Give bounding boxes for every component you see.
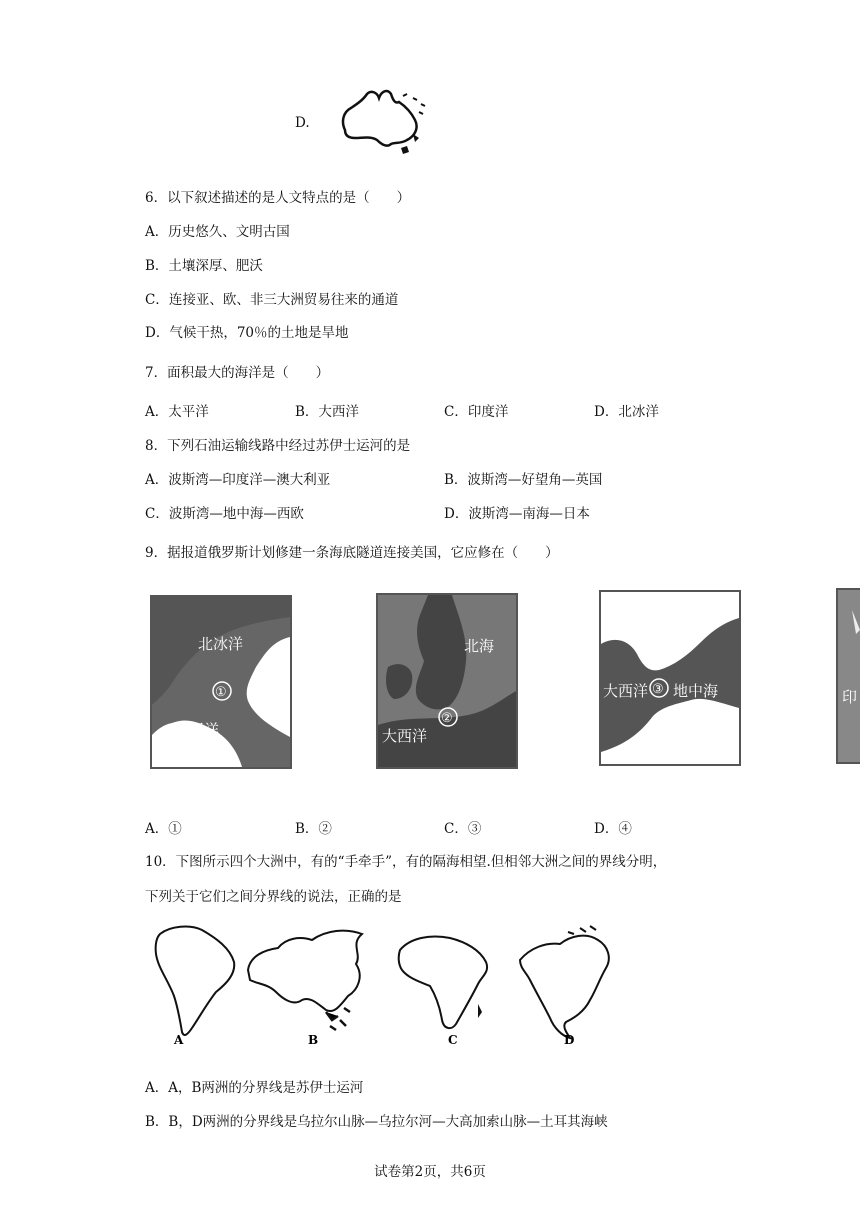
q8-option-a: A．波斯湾—印度洋—澳大利亚 [145,472,331,488]
q7-option-b: B．大西洋 [295,404,359,420]
q10-stem-line2: 下列关于它们之间分界线的说法，正确的是 [145,889,402,905]
q6-stem: 6．以下叙述描述的是人文特点的是（ ） [145,190,411,206]
q7-option-d: D．北冰洋 [594,404,659,420]
q8-option-b: B．波斯湾—好望角—英国 [444,472,603,488]
q7-option-a: A．太平洋 [145,404,209,420]
continent-label-b: B [308,1033,319,1047]
map-2-english-channel [376,593,518,769]
map-3-label-mediterranean: 地中海 [673,682,719,700]
map-1-label-pacific: 太平洋 [174,721,220,739]
map-2-label-north-sea: 北海 [464,637,495,655]
page-footer: 试卷第2页，共6页 [374,1164,486,1180]
q6-option-d: D．气候干热，70％的土地是旱地 [145,325,349,341]
map-3-gibraltar [599,590,741,766]
q6-option-c: C．连接亚、欧、非三大洲贸易往来的通道 [145,292,399,308]
map-3-label-number: ③ [652,682,664,697]
q8-option-d: D．波斯湾—南海—日本 [444,506,590,522]
north-america-outline [520,936,609,1038]
q10-stem-line1: 10．下图所示四个大洲中，有的“手牵手”，有的隔海相望.但相邻大洲之间的界线分明， [145,854,667,870]
continent-label-c: C [448,1033,458,1047]
q8-stem: 8．下列石油运输线路中经过苏伊士运河的是 [145,438,411,454]
africa-outline [399,937,487,1029]
continent-label-a: A [174,1033,184,1047]
south-america-outline [156,927,235,1035]
q8-option-c: C．波斯湾—地中海—西欧 [145,506,304,522]
q6-option-a: A．历史悠久、文明古国 [145,224,290,240]
q9-option-a: A．① [145,821,182,837]
continents-figure [150,920,620,1050]
q7-option-c: C．印度洋 [444,404,509,420]
map-2-label-number: ② [441,711,453,726]
eurasia-outline [248,931,362,1011]
q9-option-d: D．④ [594,821,632,837]
q10-option-a: A．A，B两洲的分界线是苏伊士运河 [145,1080,364,1096]
map-4-label: 印 [842,688,858,706]
q6-option-b: B．土壤深厚、肥沃 [145,258,263,274]
map-2-label-atlantic: 大西洋 [382,727,428,745]
australia-map [335,82,435,157]
q7-stem: 7．面积最大的海洋是（ ） [145,365,330,381]
map-1-bering-strait [150,595,292,769]
q5-option-d-label: D. [295,115,310,131]
q9-option-b: B．② [295,821,332,837]
map-3-label-atlantic: 大西洋 [603,682,649,700]
continent-label-d: D [564,1033,575,1047]
q10-option-b: B．B，D两洲的分界线是乌拉尔山脉—乌拉尔河—大高加索山脉—土耳其海峡 [145,1114,608,1130]
q9-stem: 9．据报道俄罗斯计划修建一条海底隧道连接美国，它应修在（ ） [145,545,559,561]
map-1-label-number: ① [215,685,227,700]
map-4-partial [836,588,860,764]
q9-option-c: C．③ [444,821,482,837]
map-1-label-arctic: 北冰洋 [198,635,244,653]
